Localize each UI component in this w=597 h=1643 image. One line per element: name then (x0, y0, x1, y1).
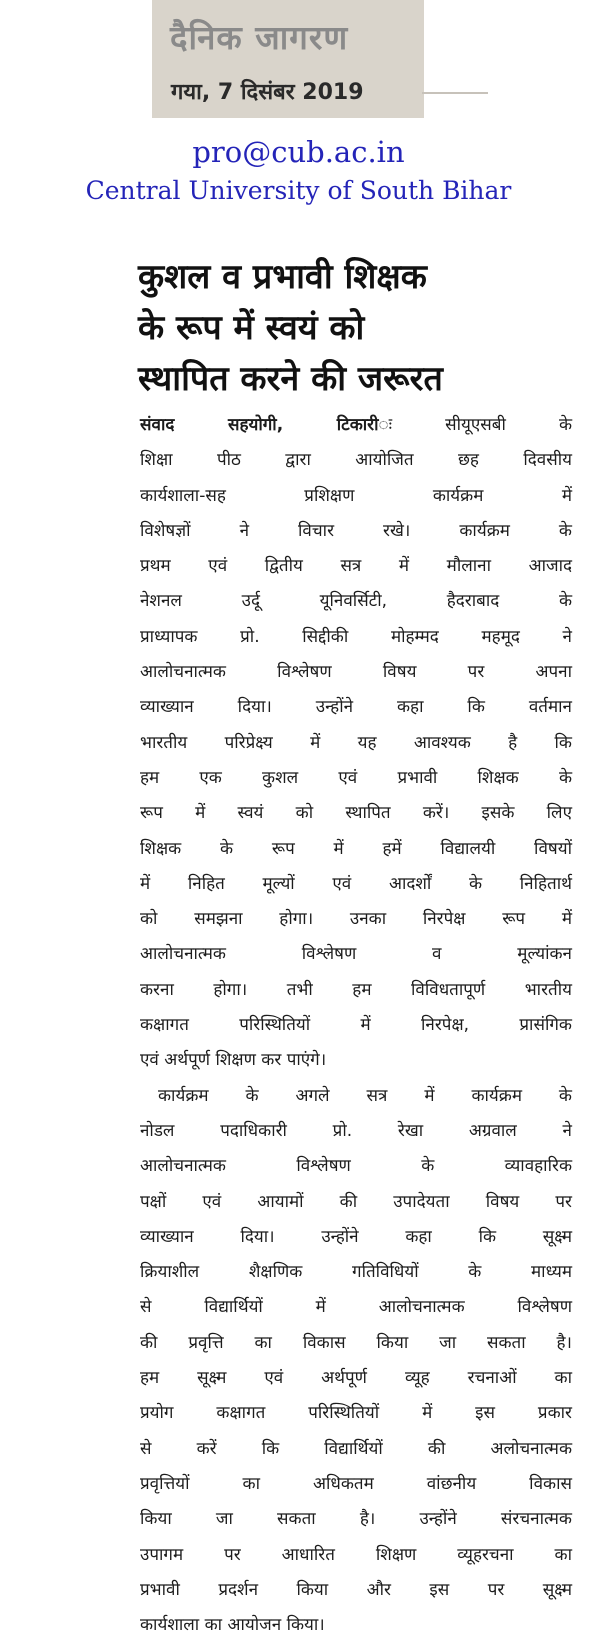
article-line: प्रवृत्तियों का अधिकतम वांछनीय विकास (140, 1473, 572, 1494)
article-line: भारतीय परिप्रेक्ष्य में यह आवश्यक है कि (140, 732, 572, 753)
article-line: नोडल पदाधिकारी प्रो. रेखा अग्रवाल ने (140, 1120, 572, 1141)
article-line: को समझना होगा। उनका निरपेक्ष रूप में (140, 909, 572, 930)
headline-line: के रूप में स्वयं को (138, 308, 365, 348)
article-line: में निहित मूल्यों एवं आदर्शों के निहितार्थ (140, 873, 572, 894)
article-line: से विद्यार्थियों में आलोचनात्मक विश्लेषण (140, 1297, 572, 1318)
article-line: हम एक कुशल एवं प्रभावी शिक्षक के (140, 767, 572, 788)
article-headline (138, 252, 588, 405)
article-line: आलोचनात्मक विश्लेषण विषय पर अपना (140, 662, 572, 683)
article-line: व्याख्यान दिया। उन्होंने कहा कि वर्तमान (140, 697, 572, 718)
article-line: की प्रवृत्ति का विकास किया जा सकता है। (140, 1332, 572, 1353)
article-line: विशेषज्ञों ने विचार रखे। कार्यक्रम के (140, 520, 572, 541)
article-line: शिक्षा पीठ द्वारा आयोजित छह दिवसीय (140, 450, 572, 471)
article-line: करना होगा। तभी हम विविधतापूर्ण भारतीय (140, 979, 572, 1000)
article-line: कार्यशाला-सह प्रशिक्षण कार्यक्रम में (140, 485, 572, 506)
contact-email: pro@cub.ac.in (192, 135, 405, 169)
article-line: कार्यक्रम के अगले सत्र में कार्यक्रम के (158, 1085, 572, 1106)
newspaper-name: दैनिक जागरण (170, 18, 349, 57)
article-line: व्याख्यान दिया। उन्होंने कहा कि सूक्ष्म (140, 1226, 572, 1247)
masthead-rule (422, 92, 488, 94)
article-line: प्रभावी प्रदर्शन किया और इस पर सूक्ष्म (140, 1579, 572, 1600)
byline: संवाद सहयोगी, टिकारी (140, 415, 379, 435)
article-line: आलोचनात्मक विश्लेषण व मूल्यांकन (140, 944, 572, 965)
article-line: हम सूक्ष्म एवं अर्थपूर्ण व्यूह रचनाओं का (140, 1368, 572, 1389)
article-line: कक्षागत परिस्थितियों में निरपेक्ष, प्रासंगिक (140, 1015, 572, 1036)
article-line (140, 408, 572, 443)
article-body (140, 408, 572, 1643)
article-line: रूप में स्वयं को स्थापित करें। इसके लिए (140, 803, 572, 824)
article-line: प्राध्यापक प्रो. सिद्दीकी मोहम्मद महमूद ने (140, 626, 572, 647)
headline-line: स्थापित करने की जरूरत (138, 359, 443, 399)
article-line: क्रियाशील शैक्षणिक गतिविधियों के माध्यम (140, 1262, 572, 1283)
article-line: प्रयोग कक्षागत परिस्थितियों में इस प्रकार (140, 1403, 572, 1424)
article-line-text: ः सीयूएसबी के (378, 415, 572, 435)
article-line: शिक्षक के रूप में हमें विद्यालयी विषयों (140, 838, 572, 859)
article-line: उपागम पर आधारित शिक्षण व्यूहरचना का (140, 1544, 572, 1565)
article-line: आलोचनात्मक विश्लेषण के व्यावहारिक (140, 1156, 572, 1177)
headline-line: कुशल व प्रभावी शिक्षक (138, 257, 427, 297)
article-line: नेशनल उर्दू यूनिवर्सिटी, हैदराबाद के (140, 591, 572, 612)
article-line: कार्यशाला का आयोजन किया। (140, 1615, 325, 1636)
article-line: प्रथम एवं द्वितीय सत्र में मौलाना आजाद (140, 556, 572, 577)
article-line: एवं अर्थपूर्ण शिक्षण कर पाएंगे। (140, 1050, 327, 1071)
dateline: गया, 7 दिसंबर 2019 (171, 80, 364, 105)
university-name: Central University of South Bihar (85, 176, 512, 205)
article-line: किया जा सकता है। उन्होंने संरचनात्मक (140, 1509, 572, 1530)
article-line: पक्षों एवं आयामों की उपादेयता विषय पर (140, 1191, 572, 1212)
article-line: से करें कि विद्यार्थियों की अलोचनात्मक (140, 1438, 572, 1459)
